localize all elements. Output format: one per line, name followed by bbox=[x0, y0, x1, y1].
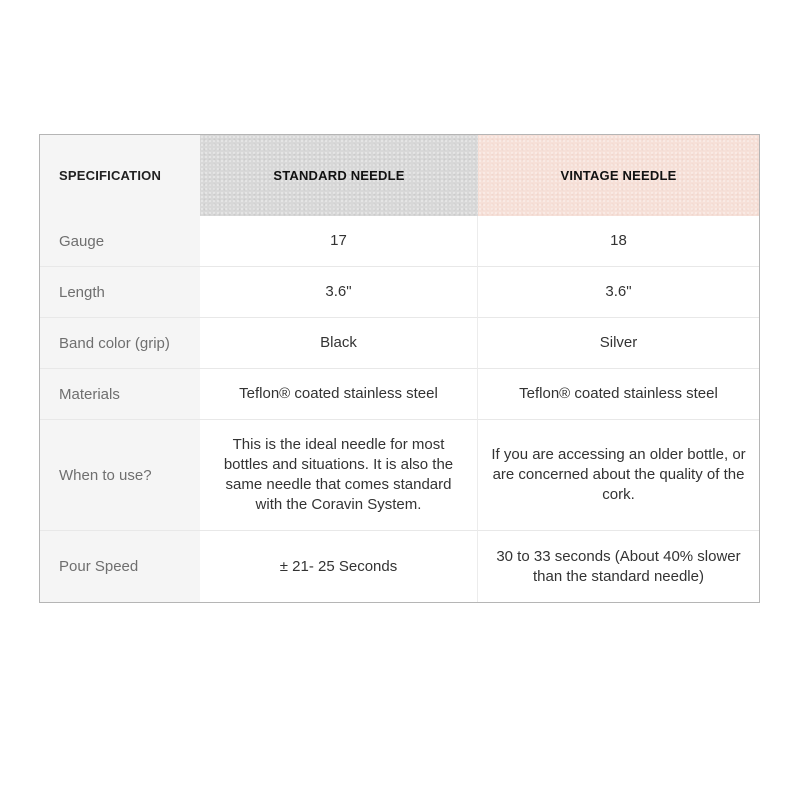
needle-spec-table bbox=[39, 134, 760, 603]
row-label-gauge: Gauge bbox=[40, 216, 200, 267]
length-standard-value: 3.6" bbox=[200, 267, 478, 318]
header-vintage-needle: VINTAGE NEEDLE bbox=[478, 135, 759, 216]
length-vintage-value: 3.6" bbox=[478, 267, 759, 318]
row-label-pour-speed: Pour Speed bbox=[40, 531, 200, 602]
gauge-vintage-value: 18 bbox=[478, 216, 759, 267]
row-label-when-to-use: When to use? bbox=[40, 420, 200, 531]
pour-speed-standard-value: ± 21- 25 Seconds bbox=[200, 531, 478, 602]
pour-speed-vintage-value: 30 to 33 seconds (About 40% slower than the standard needle) bbox=[496, 547, 741, 585]
materials-standard-value: Teflon® coated stainless steel bbox=[200, 369, 478, 420]
materials-vintage-value: Teflon® coated stainless steel bbox=[478, 369, 759, 420]
band-color-vintage-value: Silver bbox=[478, 318, 759, 369]
header-specification: SPECIFICATION bbox=[40, 135, 200, 216]
when-to-use-standard-value: This is the ideal needle for most bottles and situations. It is also the same needle that comes standard with the Coravin System. bbox=[200, 420, 478, 531]
when-to-use-vintage-value: If you are accessing an older bottle, or are concerned about the quality of the cork. bbox=[478, 420, 759, 531]
gauge-standard-value: 17 bbox=[200, 216, 478, 267]
row-label-materials: Materials bbox=[40, 369, 200, 420]
row-label-length: Length bbox=[40, 267, 200, 318]
band-color-standard-value: Black bbox=[200, 318, 478, 369]
header-standard-needle: STANDARD NEEDLE bbox=[200, 135, 478, 216]
row-label-band-color: Band color (grip) bbox=[40, 318, 200, 369]
